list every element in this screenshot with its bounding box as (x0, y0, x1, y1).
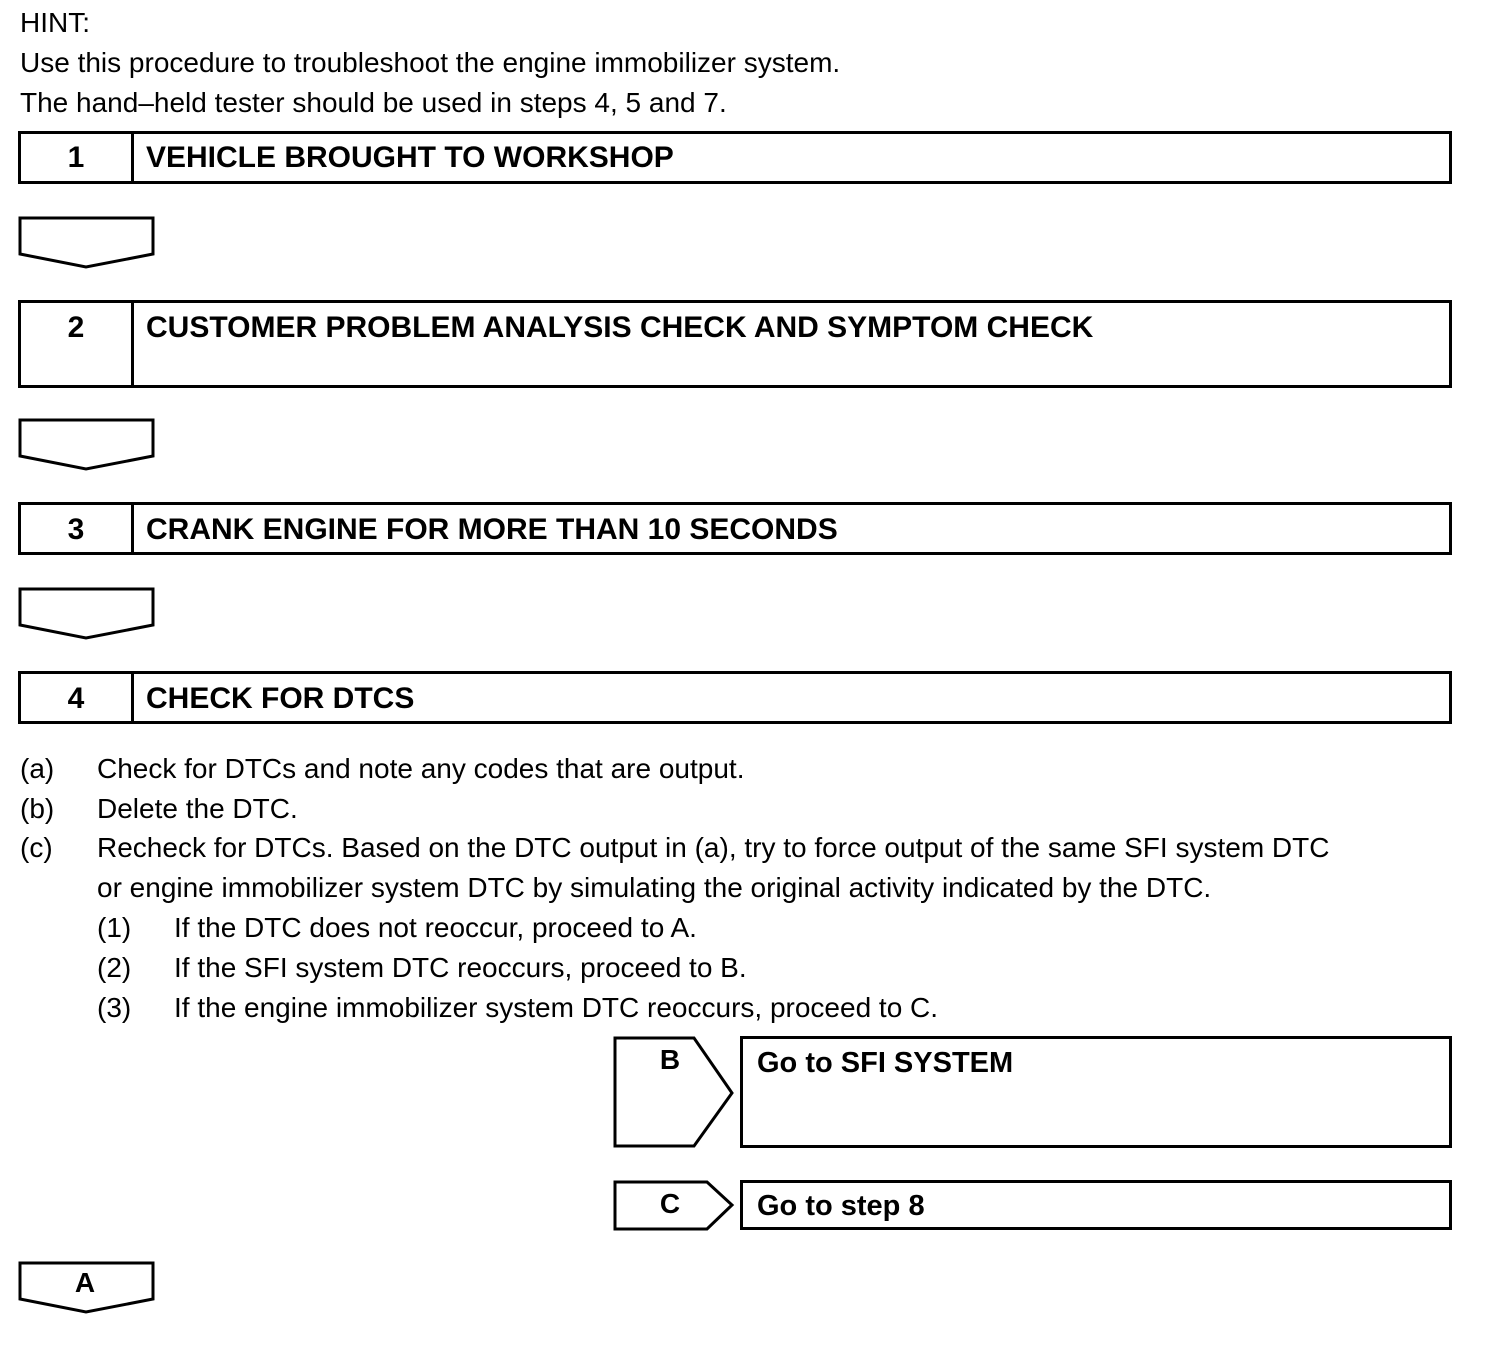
result-c-text: Go to step 8 (757, 1190, 925, 1222)
hint-line-1: Use this procedure to troubleshoot the engine immobilizer system. (20, 47, 841, 78)
result-b-text: Go to SFI SYSTEM (757, 1047, 1014, 1079)
instruction-b-marker: (b) (20, 793, 55, 824)
sub-instruction-3-marker: (3) (97, 992, 132, 1023)
step-2-title: CUSTOMER PROBLEM ANALYSIS CHECK AND SYMPTOM CHECK (146, 311, 1094, 344)
instruction-a-marker: (a) (20, 753, 55, 784)
instruction-b-text: Delete the DTC. (97, 793, 298, 824)
step-2-box (18, 300, 1452, 388)
result-b-tag: B (659, 1044, 681, 1075)
result-c-box (740, 1180, 1452, 1230)
instruction-c-marker: (c) (20, 832, 53, 863)
instruction-c-text: Recheck for DTCs. Based on the DTC output in (a), try to force output of the same SFI system DTC (97, 832, 1330, 863)
hint-label: HINT: (20, 7, 90, 38)
step-1-number: 1 (21, 134, 134, 181)
sub-instruction-2-text: If the SFI system DTC reoccurs, proceed to B. (174, 952, 747, 983)
step-1-title: VEHICLE BROUGHT TO WORKSHOP (146, 141, 674, 174)
result-b-box (740, 1036, 1452, 1148)
down-arrow-icon (18, 587, 156, 641)
instruction-a-text: Check for DTCs and note any codes that are output. (97, 753, 745, 784)
sub-instruction-3-text: If the engine immobilizer system DTC reoccurs, proceed to C. (174, 992, 939, 1023)
down-arrow-icon (18, 216, 156, 270)
sub-instruction-2-marker: (2) (97, 952, 132, 983)
step-4-title: CHECK FOR DTCS (146, 682, 415, 715)
step-4-number: 4 (21, 674, 134, 721)
hint-line-2: The hand–held tester should be used in steps 4, 5 and 7. (20, 87, 727, 118)
sub-instruction-1-marker: (1) (97, 912, 132, 943)
sub-instruction-1-text: If the DTC does not reoccur, proceed to A. (174, 912, 697, 943)
step-2-number: 2 (21, 303, 134, 385)
step-4-box (18, 671, 1452, 724)
step-1-box (18, 131, 1452, 184)
arrow-a-label: A (74, 1267, 96, 1298)
down-arrow-icon (18, 418, 156, 472)
result-c-tag: C (659, 1188, 681, 1219)
step-3-number: 3 (21, 505, 134, 552)
step-3-box (18, 502, 1452, 555)
step-3-title: CRANK ENGINE FOR MORE THAN 10 SECONDS (146, 513, 838, 546)
instruction-c-text-continued: or engine immobilizer system DTC by simulating the original activity indicated by the DTC. (97, 872, 1212, 903)
